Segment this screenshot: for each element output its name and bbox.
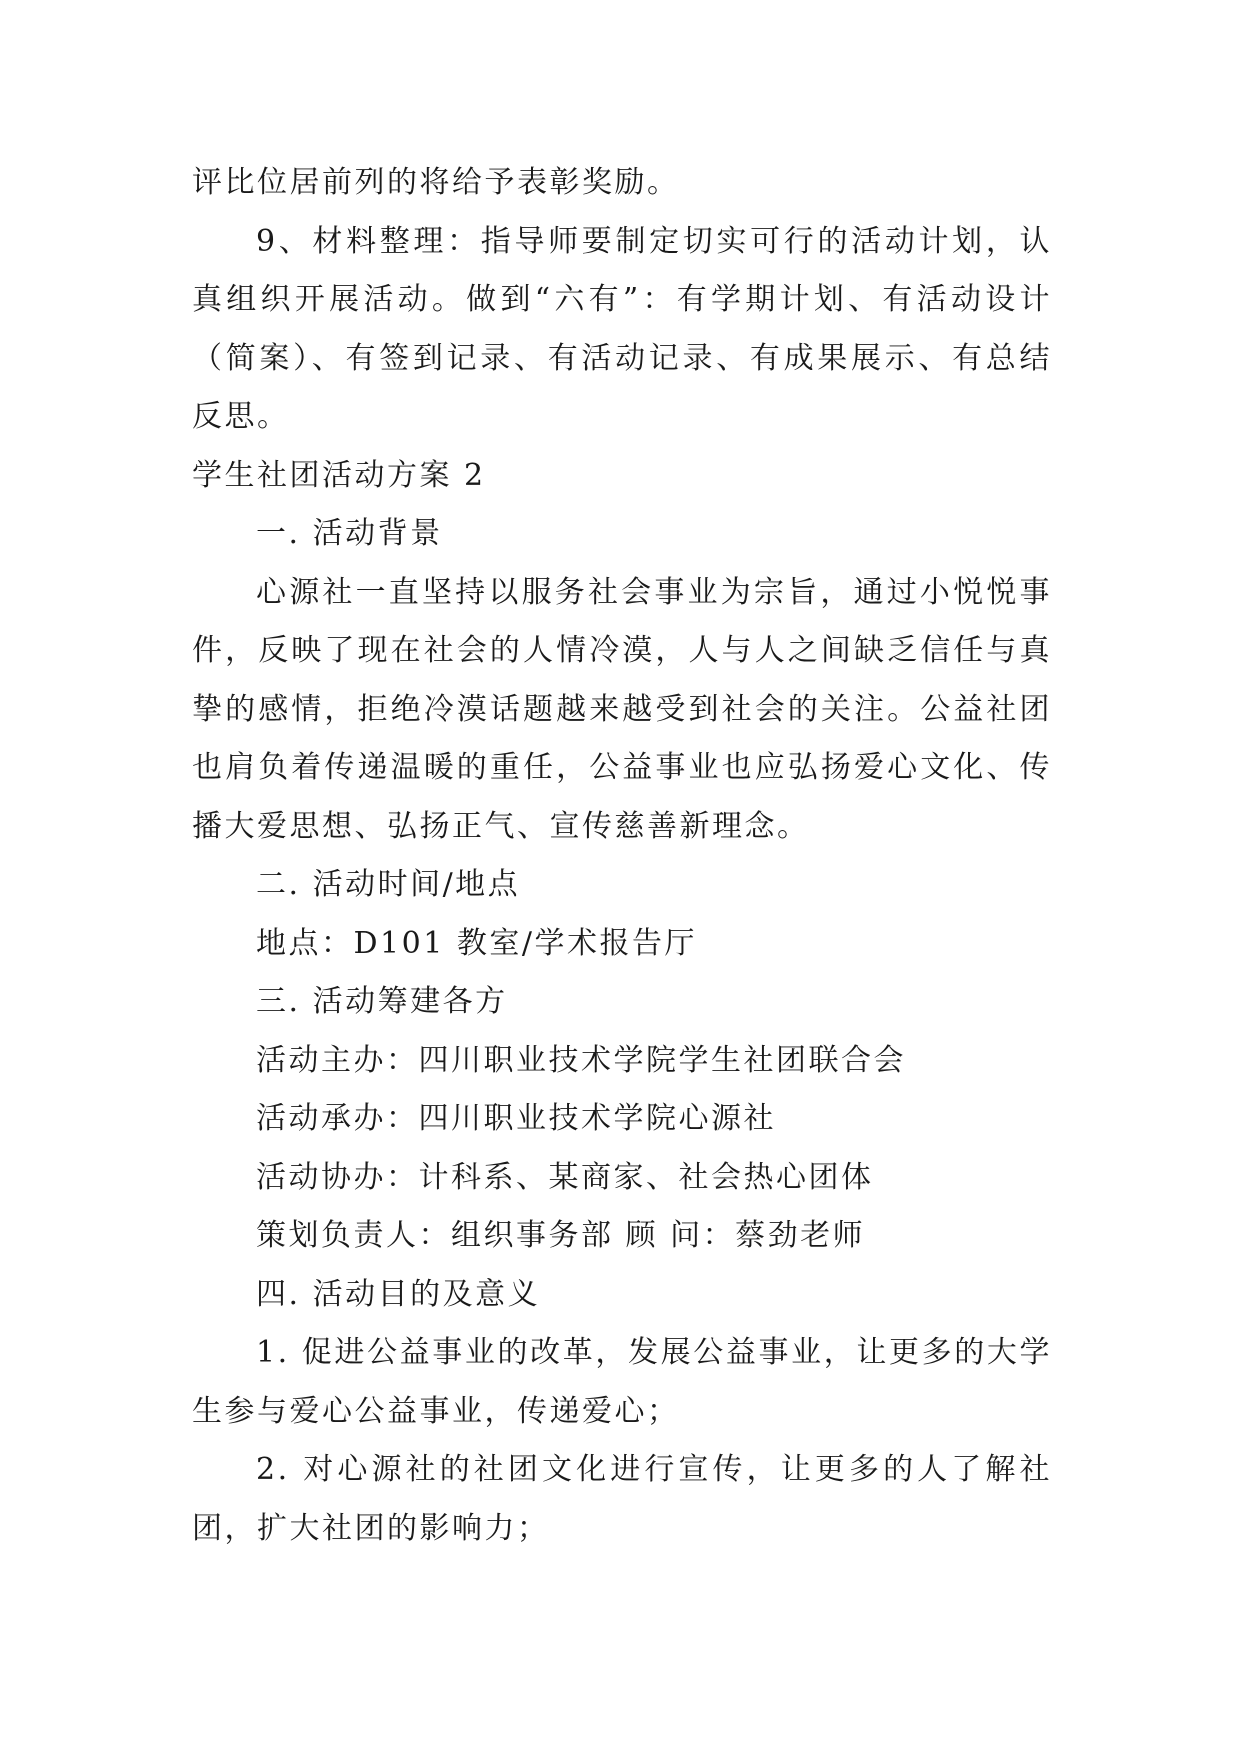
paragraph-background-body: 心源社一直坚持以服务社会事业为宗旨，通过小悦悦事件，反映了现在社会的人情冷漠，人与人之间缺乏信任与真挚的感情，拒绝冷漠话题越来越受到社会的关注。公益社团也肩负着传递温暖的重任，公益事业也应弘扬爱心文化、传播大爱思想、弘扬正气、宣传慈善新理念。 bbox=[192, 574, 1052, 844]
paragraph-co-organizers: 活动协办：计科系、某商家、社会热心团体 bbox=[256, 1159, 874, 1195]
paragraph-host: 活动主办：四川职业技术学院学生社团联合会 bbox=[256, 1042, 906, 1078]
paragraph-location: 地点：D101 教室/学术报告厅 bbox=[256, 925, 697, 961]
paragraph-purpose-2: 2. 对心源社的社团文化进行宣传，让更多的人了解社团，扩大社团的影响力； bbox=[192, 1452, 1052, 1546]
section-title-plan-2: 学生社团活动方案 2 bbox=[192, 457, 486, 493]
heading-purpose-significance: 四. 活动目的及意义 bbox=[256, 1276, 541, 1312]
heading-organizers: 三. 活动筹建各方 bbox=[256, 984, 508, 1019]
paragraph-planner: 策划负责人：组织事务部 顾 问：蔡劲老师 bbox=[256, 1218, 866, 1253]
heading-time-location: 二. 活动时间/地点 bbox=[256, 867, 521, 902]
heading-activity-background: 一. 活动背景 bbox=[256, 516, 443, 551]
paragraph-material-organization: 9、材料整理：指导师要制定切实可行的活动计划，认真组织开展活动。做到“六有”：有学期计划、有活动设计（简案）、有签到记录、有活动记录、有成果展示、有总结反思。 bbox=[192, 223, 1052, 434]
paragraph-award-note: 评比位居前列的将给予表彰奖励。 bbox=[192, 165, 680, 200]
paragraph-undertaker: 活动承办：四川职业技术学院心源社 bbox=[256, 1101, 776, 1136]
paragraph-purpose-1: 1. 促进公益事业的改革，发展公益事业，让更多的大学生参与爱心公益事业，传递爱心； bbox=[192, 1335, 1052, 1429]
document-body bbox=[192, 154, 1052, 1558]
